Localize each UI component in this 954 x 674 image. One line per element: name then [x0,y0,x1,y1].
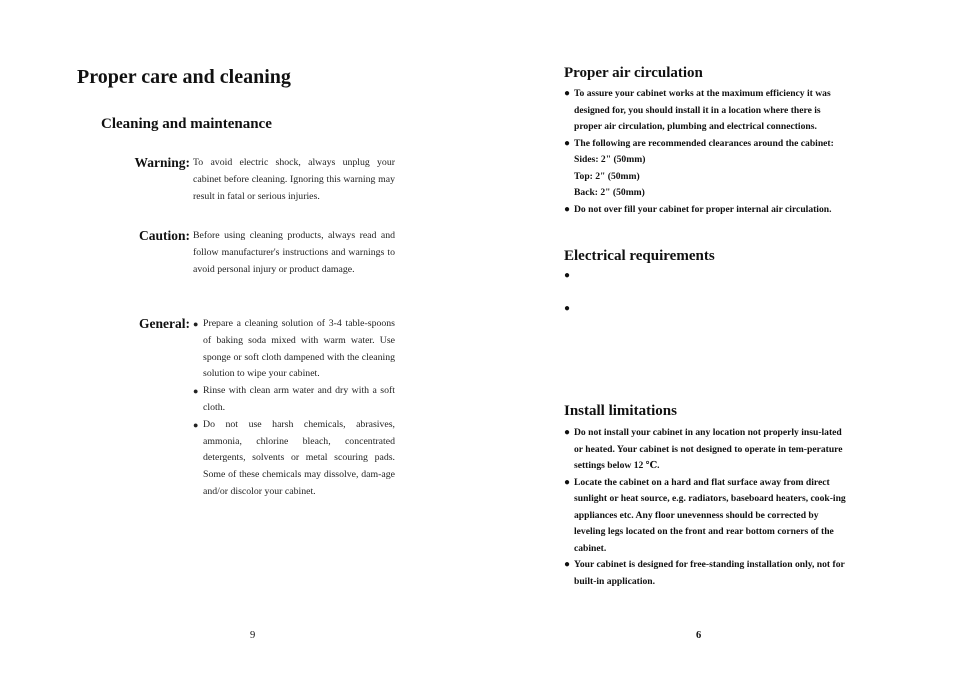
bullet-icon: ● [564,270,571,281]
caution-label: Caution: [138,228,190,243]
list-item: ● Do not use harsh chemicals, abrasives, ammonia, chlorine bleach, concentrated detergents, solvents or metal scouring pads. Some of these chemicals may dissolve, dam-age and/or discolor your cabinet. [193,418,395,497]
warning-text: To avoid electric shock, always unplug your cabinet before cleaning. Ignoring this warning may result in fatal or serious injuries. [193,157,395,202]
clearance-sides: Sides: 2" (50mm) [574,154,646,165]
list-item: ● Do not over fill your cabinet for proper internal air circulation. [564,202,849,219]
clearance-top: Top: 2" (50mm) [574,170,640,182]
air-circulation-heading: Proper air circulation [564,65,703,81]
clearance-back: Back: 2" (50mm) [574,187,645,198]
general-label: General: [139,316,190,331]
air-circulation-list [564,86,849,218]
bullet-icon: ● [193,319,199,329]
general-list [193,316,395,501]
caution-text: Before using cleaning products, always read and follow manufacturer's instructions and warnings to avoid personal injury or product damage. [193,230,395,275]
page-number-left: 9 [250,630,256,641]
list-item: ● Do not install your cabinet in any location not properly insu-lated or heated. Your cabinet is not designed to operate in tem-perature settings below 12 ℃. [564,427,843,471]
install-limitations-heading: Install limitations [564,403,677,419]
bullet-icon: ● [564,88,571,99]
list-item: ● To assure your cabinet works at the maximum efficiency it was designed for, you should install it in a location where there is proper air circulation, plumbing and electrical connections. [564,88,831,132]
page-number-right: 6 [696,630,702,641]
bullet-icon: ● [193,386,199,397]
bullet-icon: ● [564,476,571,488]
section-subtitle: Cleaning and maintenance [101,116,272,132]
warning-label: Warning: [134,155,190,170]
list-item: ● Your cabinet is designed for free-standing installation only, not for built-in application. [564,559,845,587]
list-item: ● Rinse with clean arm water and dry with a soft cloth. [193,385,395,413]
bullet-icon: ● [564,137,571,149]
page-title: Proper care and cleaning [77,66,291,88]
bullet-icon: ● [564,559,571,570]
bullet-icon: ● [564,303,571,314]
bullet-icon: ● [564,427,571,438]
install-limitations-list [564,425,849,590]
bullet-icon: ● [564,203,571,215]
list-item: ● Locate the cabinet on a hard and flat surface away from direct sunlight or heat source, e.g. radiators, baseboard heaters, cook-ing appliances etc. Any floor unevenness should be corrected by leveling legs located on the front and rear bottom corners of the cabinet. [564,476,846,554]
list-item: ● The following are recommended clearances around the cabinet: [564,136,849,153]
bullet-icon: ● [193,419,199,430]
electrical-heading: Electrical requirements [564,248,715,264]
list-item: ● Prepare a cleaning solution of 3-4 table-spoons of baking soda mixed with warm water. Use sponge or soft cloth dampened with the cleaning solution to wipe your cabinet. [193,318,395,380]
